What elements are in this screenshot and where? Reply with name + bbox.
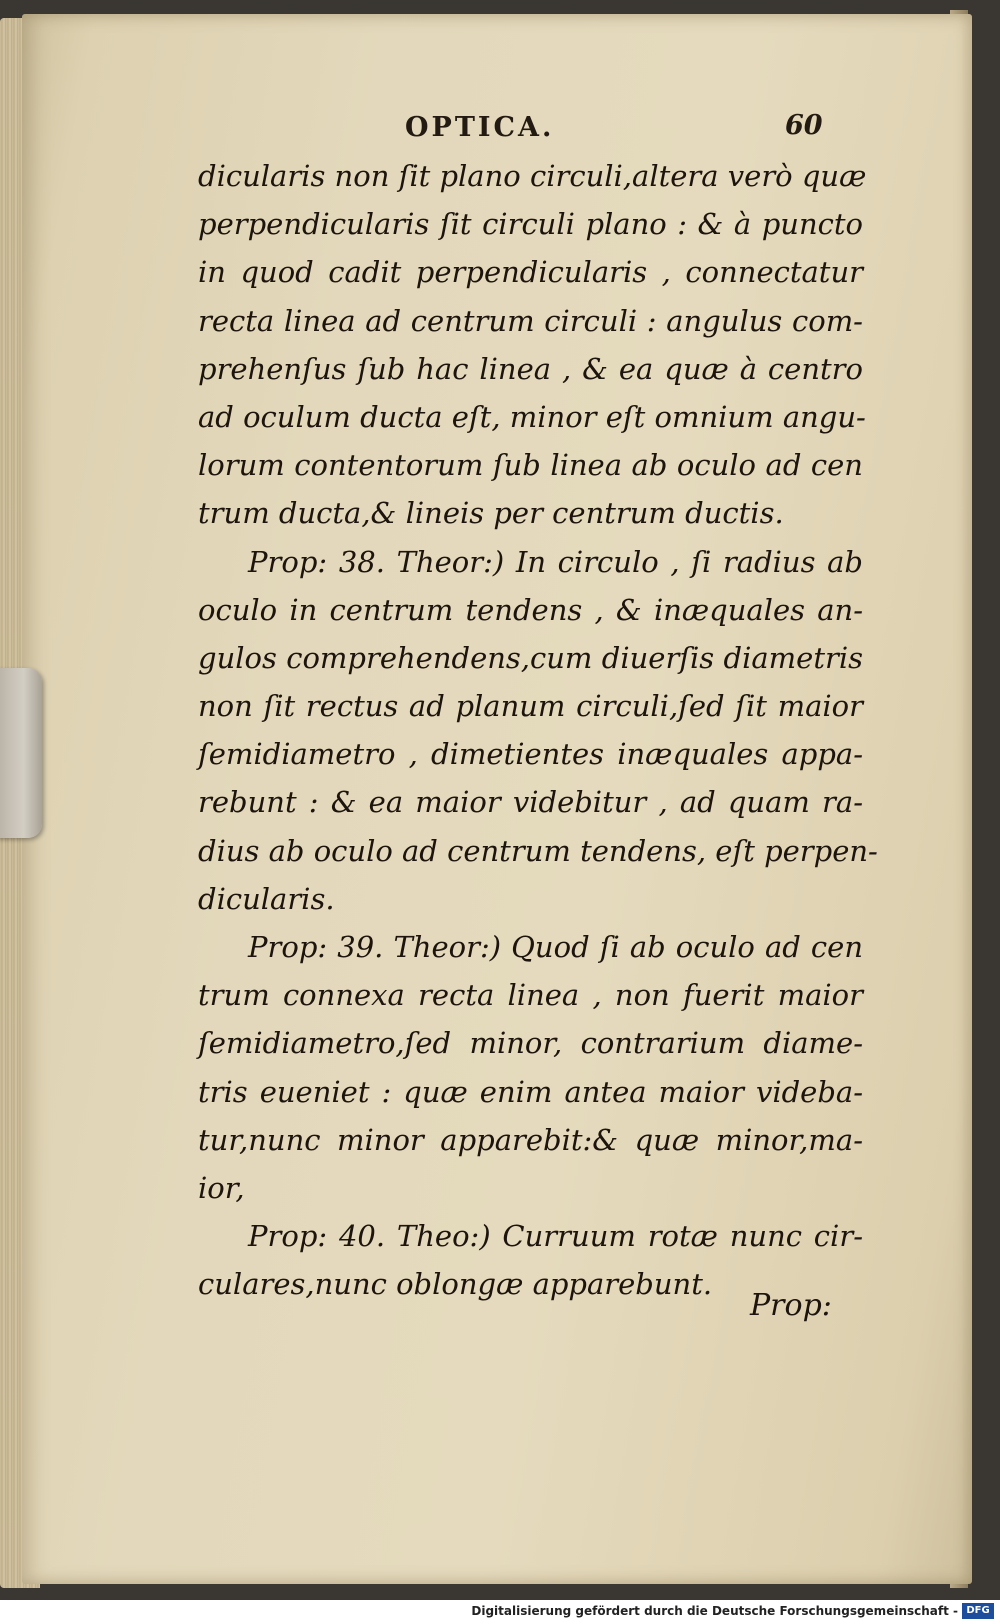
catchword: Prop: <box>750 1288 832 1323</box>
text-line: non ſit rectus ad planum circuli,ſed ſit maior <box>198 689 863 724</box>
text-line: trum connexa recta linea , non fuerit maior <box>198 978 863 1013</box>
text-line: ior, <box>198 1170 245 1205</box>
text-line: dius ab oculo ad centrum tendens, eſt perpen- <box>198 833 878 868</box>
text-line: ſemidiametro , dimetientes inæquales appa- <box>198 737 863 772</box>
page-header <box>200 110 860 150</box>
digitization-footer <box>0 1600 1000 1624</box>
text-line: lorum contentorum ſub linea ab oculo ad cen <box>198 448 863 483</box>
text-line: rebunt : & ea maior videbitur , ad quam ra- <box>198 785 863 820</box>
text-line: in quod cadit perpendicularis , connectatur <box>198 255 863 290</box>
text-line: culares,nunc oblongæ apparebunt. <box>198 1267 713 1302</box>
text-line: Prop: 39. Theor:) Quod ſi ab oculo ad cen <box>248 930 863 964</box>
body-text <box>198 152 878 1309</box>
text-line: recta linea ad centrum circuli : angulus com- <box>198 303 863 338</box>
text-line: tris eueniet : quæ enim antea maior videba- <box>198 1074 863 1109</box>
text-line: oculo in centrum tendens , & inæquales an- <box>198 592 863 627</box>
dfg-logo: DFG <box>962 1603 994 1619</box>
footer-credit: Digitalisierung gefördert durch die Deutsche Forschungsgemeinschaft - <box>471 1604 958 1618</box>
text-line: gulos comprehendens,cum diuerſis diametris <box>198 640 863 675</box>
text-line: Prop: 40. Theo:) Curruum rotæ nunc cir- <box>248 1219 863 1254</box>
text-line: dicularis. <box>198 881 335 916</box>
text-line: tur,nunc minor apparebit:& quæ minor,ma- <box>198 1122 863 1157</box>
text-line: dicularis non ſit plano circuli,altera verò quæ <box>198 159 867 193</box>
text-line: trum ducta,& lineis per centrum ductis. <box>198 496 784 531</box>
text-line: Prop: 38. Theor:) In circulo , ſi radius ab <box>248 544 863 579</box>
page-clip <box>0 668 42 838</box>
text-line: ſemidiametro,ſed minor, contrarium diame- <box>198 1026 863 1061</box>
text-line: ad oculum ducta eſt, minor eſt omnium angu- <box>198 399 866 434</box>
running-head: OPTICA. <box>405 112 555 143</box>
page-number: 60 <box>785 110 823 141</box>
text-line: prehenſus ſub hac linea , & ea quæ à centro <box>198 351 863 386</box>
text-line: perpendicularis ſit circuli plano : & à puncto <box>198 207 863 242</box>
